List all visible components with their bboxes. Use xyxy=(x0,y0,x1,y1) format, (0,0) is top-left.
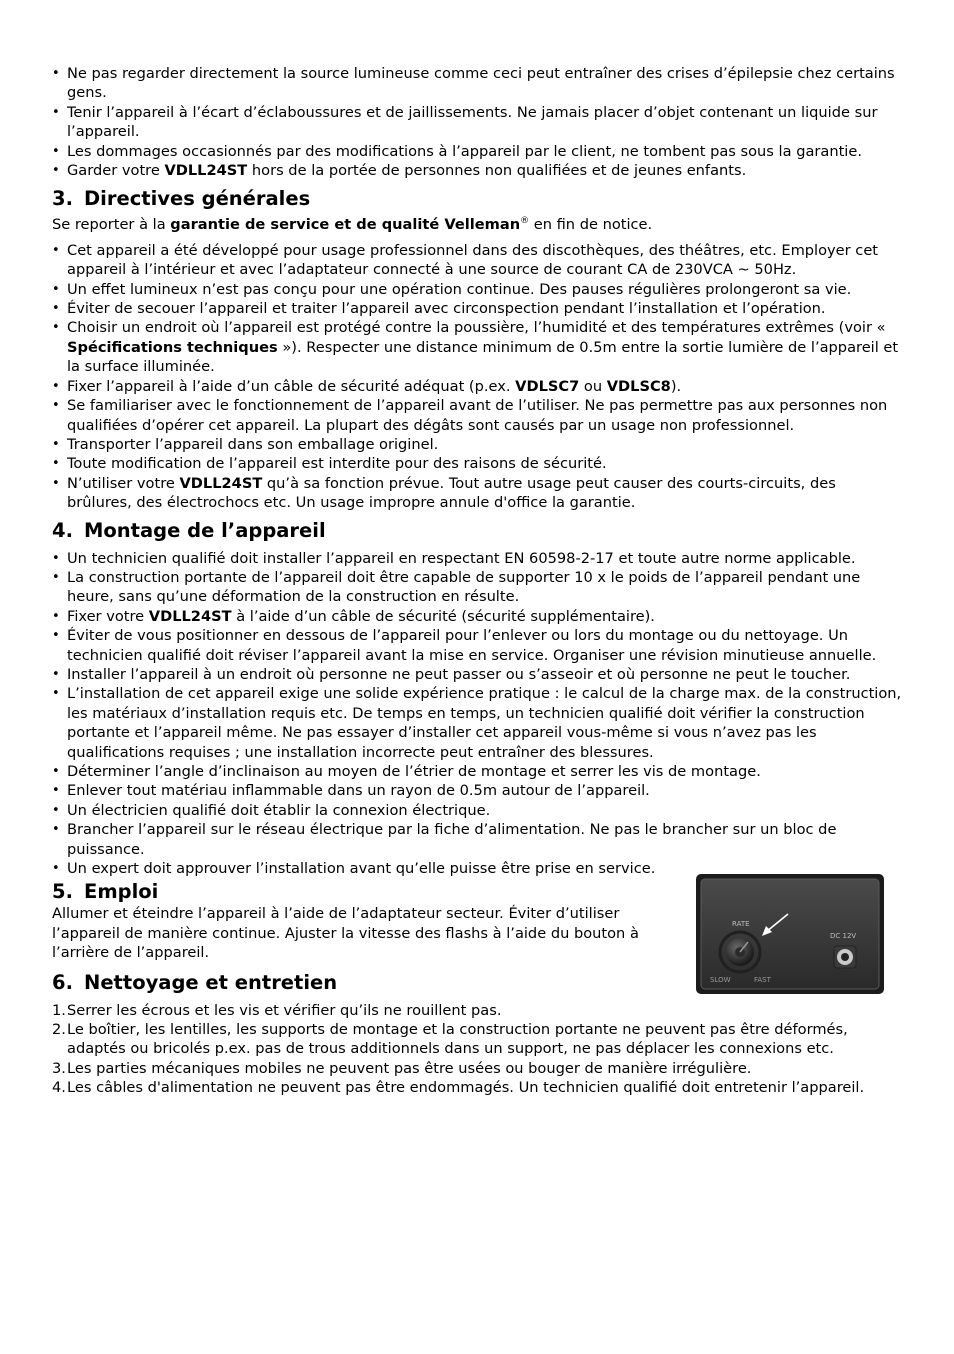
bold-product-text: Spécifications techniques xyxy=(67,338,278,356)
list-item xyxy=(52,280,904,299)
list-item xyxy=(52,684,904,762)
item-text: Enlever tout matériau inflammable dans un rayon de 0.5m autour de l’appareil. xyxy=(67,782,650,800)
item-text: Les parties mécaniques mobiles ne peuvent pas être usées ou bouger de manière irrégulière. xyxy=(67,1059,752,1077)
device-rear-photo xyxy=(696,874,884,994)
intro-text-end: en fin de notice. xyxy=(529,216,653,234)
item-text: Les dommages occasionnés par des modifications à l’appareil par le client, ne tombent pas sous la garantie. xyxy=(67,142,862,160)
item-text: ou xyxy=(579,377,607,395)
intro-text: Se reporter à la xyxy=(52,216,171,234)
section-4-number: 4. xyxy=(52,518,73,542)
item-text: ). xyxy=(670,377,682,395)
list-item xyxy=(52,1059,904,1078)
item-text: Installer l’appareil à un endroit où personne ne peut passer ou s’asseoir et où personne ne peut le toucher. xyxy=(67,665,851,683)
item-text: La construction portante de l’appareil doit être capable de supporter 10 x le poids de l’appareil pendant une heure, sans qu’une déformation de la construction en résulte. xyxy=(67,568,861,606)
section-3-number: 3. xyxy=(52,187,73,211)
bold-product-text: VDLSC8 xyxy=(606,377,671,395)
intro-bold-text: garantie de service et de qualité Velleman xyxy=(170,216,521,234)
list-item xyxy=(52,781,904,800)
bold-product-text: VDLL24ST xyxy=(179,474,263,492)
device-rear-illustration xyxy=(696,874,884,994)
item-text: Fixer votre xyxy=(67,607,149,625)
item-text: Choisir un endroit où l’appareil est protégé contre la poussière, l’humidité et des températures extrêmes (voir « xyxy=(67,319,886,337)
section-5-number: 5. xyxy=(52,880,73,904)
item-text: Un effet lumineux n’est pas conçu pour une opération continue. Des pauses régulières prolongeront sa vie. xyxy=(67,280,852,298)
list-item xyxy=(52,549,904,568)
section-3-title: Directives générales xyxy=(84,187,311,211)
list-item xyxy=(52,161,904,180)
item-text: Déterminer l’angle d’inclinaison au moyen de l’étrier de montage et serrer les vis de montage. xyxy=(67,763,761,780)
list-item xyxy=(52,142,904,161)
bold-product-text: VDLL24ST xyxy=(164,162,248,180)
item-text: Les câbles d'alimentation ne peuvent pas être endommagés. Un technicien qualifié doit entretenir l’appareil. xyxy=(67,1079,865,1097)
list-item xyxy=(52,64,904,103)
item-text: hors de la portée de personnes non qualifiées et de jeunes enfants. xyxy=(247,162,747,180)
item-text: Fixer l’appareil à l’aide d’un câble de sécurité adéquat (p.ex. xyxy=(67,377,516,395)
item-text: Toute modification de l’appareil est interdite pour des raisons de sécurité. xyxy=(67,455,607,473)
bold-product-text: VDLL24ST xyxy=(148,607,232,625)
item-text: Éviter de vous positionner en dessous de l’appareil pour l’enlever ou lors du montage ou du nettoyage. Un technicien qualifié doit réviser l’appareil avant la mise en service. Organiser une révision minutieuse annuelle. xyxy=(67,627,877,664)
list-item xyxy=(52,1078,904,1097)
item-text: Un expert doit approuver l’installation avant qu’elle puisse être prise en service. xyxy=(67,860,656,878)
list-item xyxy=(52,665,904,684)
list-item xyxy=(52,626,904,665)
section-4-bullet-list xyxy=(52,549,904,879)
item-number: 2. xyxy=(52,1021,66,1039)
item-text: N’utiliser votre xyxy=(67,474,180,492)
item-number: 4. xyxy=(52,1079,66,1097)
section-5-paragraph: Allumer et éteindre l’appareil à l’aide de l’adaptateur secteur. Éviter d’utiliser l’appareil de manière continue. Ajuster la vitesse des flashs à l’aide du bouton à l’arrière de l’appareil. xyxy=(52,905,639,962)
safety-bullet-list xyxy=(52,64,904,180)
list-item xyxy=(52,454,904,473)
bold-product-text: VDLSC7 xyxy=(515,377,580,395)
item-text: Transporter l’appareil dans son emballage originel. xyxy=(67,435,439,453)
section-6-numbered-list xyxy=(52,1001,904,1098)
document-page xyxy=(52,64,904,1098)
registered-mark: ® xyxy=(520,216,530,227)
item-text: Ne pas regarder directement la source lumineuse comme ceci peut entraîner des crises d’épilepsie chez certains gens. xyxy=(67,65,895,102)
list-item xyxy=(52,1020,904,1059)
section-5-title: Emploi xyxy=(84,880,159,904)
list-item xyxy=(52,474,904,513)
item-text: Garder votre xyxy=(67,162,165,180)
list-item xyxy=(52,299,904,318)
item-text: Cet appareil a été développé pour usage professionnel dans des discothèques, des théâtres, etc. Employer cet appareil à l’intérieur et avec l’adaptateur connecté à une source de courant CA de 230VCA ~ 50Hz. xyxy=(67,241,879,279)
rate-label: RATE xyxy=(732,920,750,929)
section-6-title: Nettoyage et entretien xyxy=(84,970,338,994)
dc-jack-icon xyxy=(841,953,849,961)
section-3-intro xyxy=(52,215,904,234)
section-5-heading xyxy=(52,880,676,904)
section-4-title: Montage de l’appareil xyxy=(84,518,326,542)
item-text: Se familiariser avec le fonctionnement de l’appareil avant de l’utiliser. Ne pas permettre pas aux personnes non qualifiées d’opérer cet appareil. La plupart des dégâts sont causés par un usage non professionnel. xyxy=(67,397,888,434)
item-text: Éviter de secouer l’appareil et traiter l’appareil avec circonspection pendant l’installation et l’opération. xyxy=(67,300,826,318)
fast-label: FAST xyxy=(754,976,771,985)
section-6-number: 6. xyxy=(52,970,73,994)
item-text: Serrer les écrous et les vis et vérifier qu’ils ne rouillent pas. xyxy=(67,1001,502,1019)
section-4-heading xyxy=(52,519,904,543)
list-item xyxy=(52,103,904,142)
item-text: à l’aide d’un câble de sécurité (sécurité supplémentaire). xyxy=(231,607,655,625)
list-item xyxy=(52,396,904,435)
item-text: »). Respecter une distance minimum de 0.5m entre la sortie lumière de l’appareil et la surface illuminée. xyxy=(67,338,899,376)
dc-label: DC 12V xyxy=(830,932,857,941)
section-3-heading xyxy=(52,187,904,211)
list-item xyxy=(52,377,904,396)
list-item xyxy=(52,568,904,607)
list-item xyxy=(52,820,904,859)
section-5-text-block xyxy=(52,880,676,962)
item-text: Le boîtier, les lentilles, les supports de montage et la construction portante ne peuvent pas être déformés, adaptés ou bricolés p.ex. pas de trous additionnels dans un support, ne pas déplacer les connexions etc. xyxy=(67,1021,848,1058)
list-item xyxy=(52,435,904,454)
item-text: qu’à sa fonction prévue. Tout autre usage peut causer des courts-circuits, des brûlures, des électrochocs etc. Un usage impropre annule d'office la garantie. xyxy=(67,474,836,512)
item-text: Un électricien qualifié doit établir la connexion électrique. xyxy=(67,801,491,819)
list-item xyxy=(52,1001,904,1020)
list-item xyxy=(52,801,904,820)
item-text: Brancher l’appareil sur le réseau électrique par la fiche d’alimentation. Ne pas le brancher sur un bloc de puissance. xyxy=(67,821,837,858)
item-number: 3. xyxy=(52,1059,66,1077)
list-item xyxy=(52,318,904,376)
item-number: 1. xyxy=(52,1001,66,1019)
list-item xyxy=(52,241,904,280)
list-item xyxy=(52,762,904,781)
slow-label: SLOW xyxy=(710,976,731,985)
item-text: L’installation de cet appareil exige une solide expérience pratique : le calcul de la charge max. de la construction, les matériaux d’installation requis etc. De temps en temps, un technicien qualifié doit vérifier la construction portante et l’appareil même. Ne pas essayer d’installer cet appareil vous-même si vous n’avez pas les qualifications requises ; une installation incorrecte peut entraîner des blessures. xyxy=(67,685,902,761)
section-3-bullet-list xyxy=(52,241,904,513)
item-text: Un technicien qualifié doit installer l’appareil en respectant EN 60598-2-17 et toute autre norme applicable. xyxy=(67,549,856,567)
item-text: Tenir l’appareil à l’écart d’éclaboussures et de jaillissements. Ne jamais placer d’objet contenant un liquide sur l’appareil. xyxy=(67,103,878,141)
list-item xyxy=(52,607,904,626)
